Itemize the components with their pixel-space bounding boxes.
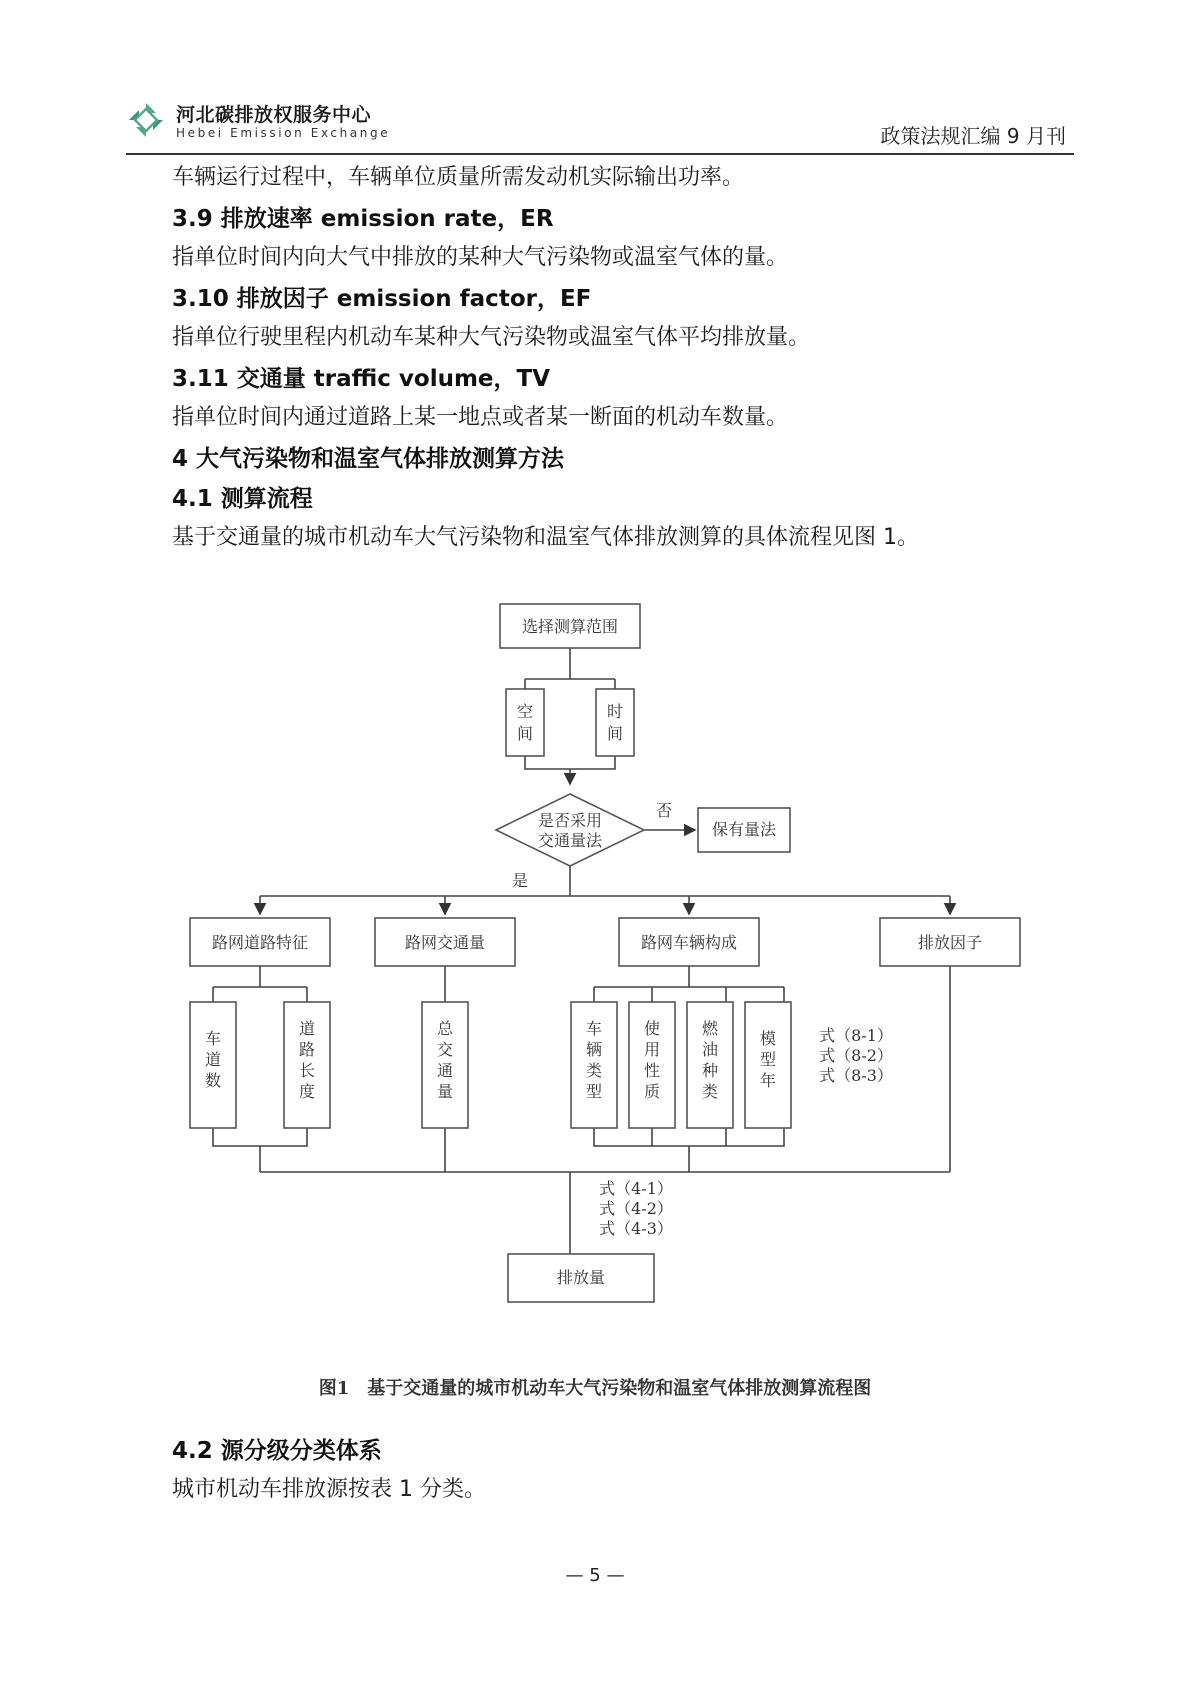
- road-length-char-2: 路: [298, 1040, 316, 1059]
- road-length-char-3: 长: [298, 1061, 316, 1080]
- emission-factor-label: 排放因子: [917, 933, 983, 952]
- header-divider: [126, 153, 1074, 155]
- org-name-en: Hebei Emission Exchange: [176, 126, 391, 140]
- road-features-label: 路网道路特征: [211, 933, 309, 952]
- formula-4-3: 式（4-3）: [599, 1219, 673, 1238]
- time-label-1: 时: [606, 702, 624, 721]
- time-box: [596, 689, 634, 756]
- select-range-label: 选择测算范围: [521, 617, 619, 636]
- heading-4-1: 4.1 测算流程: [172, 486, 313, 512]
- org-name-cn: 河北碳排放权服务中心: [176, 104, 372, 126]
- fuel-type-char-3: 种: [701, 1061, 719, 1080]
- model-year-char-1: 模: [759, 1029, 777, 1048]
- publication-title: 政策法规汇编 9 月刊: [880, 124, 1066, 148]
- vehicle-type-char-3: 类: [585, 1061, 603, 1080]
- yes-label: 是: [511, 871, 529, 890]
- flowchart-diagram: [170, 594, 1040, 1354]
- decision-diamond: [496, 794, 644, 866]
- lanes-char-1: 车: [204, 1029, 222, 1048]
- road-length-char-1: 道: [298, 1019, 316, 1038]
- space-box: [506, 689, 544, 756]
- vehicle-type-char-1: 车: [585, 1019, 603, 1038]
- page-header: [126, 96, 1074, 156]
- decision-label-2: 交通量法: [537, 831, 603, 850]
- fuel-type-char-4: 类: [701, 1082, 719, 1101]
- time-label-2: 间: [606, 724, 624, 743]
- alt-method-label: 保有量法: [711, 820, 777, 839]
- figure-caption: 图1 基于交通量的城市机动车大气污染物和温室气体排放测算流程图: [318, 1378, 872, 1399]
- paragraph-3-10: 指单位行驶里程内机动车某种大气污染物或温室气体平均排放量。: [172, 325, 811, 350]
- total-traffic-char-3: 通: [436, 1061, 454, 1080]
- heading-3-10: 3.10 排放因子 emission factor，EF: [172, 286, 592, 312]
- paragraph-4-2: 城市机动车排放源按表 1 分类。: [172, 1477, 486, 1502]
- fuel-type-char-1: 燃: [701, 1019, 719, 1038]
- traffic-volume-label: 路网交通量: [404, 933, 486, 952]
- vehicle-type-char-2: 辆: [585, 1040, 603, 1059]
- page-number: — 5 —: [565, 1565, 625, 1586]
- formula-8-3: 式（8-3）: [819, 1066, 893, 1085]
- vehicle-composition-label: 路网车辆构成: [640, 933, 738, 952]
- flowchart-figure: [170, 594, 1040, 1354]
- usage-nature-char-1: 使: [643, 1019, 661, 1038]
- heading-4: 4 大气污染物和温室气体排放测算方法: [172, 446, 565, 472]
- heading-4-2: 4.2 源分级分类体系: [172, 1438, 382, 1464]
- road-length-char-4: 度: [298, 1082, 316, 1101]
- formula-8-1: 式（8-1）: [819, 1026, 893, 1045]
- total-traffic-char-4: 量: [436, 1082, 454, 1101]
- usage-nature-char-2: 用: [643, 1040, 661, 1059]
- usage-nature-char-3: 性: [643, 1061, 661, 1080]
- paragraph-3-11: 指单位时间内通过道路上某一地点或者某一断面的机动车数量。: [172, 405, 789, 430]
- usage-nature-char-4: 质: [643, 1082, 661, 1101]
- total-traffic-char-2: 交: [436, 1040, 454, 1059]
- decision-label-1: 是否采用: [537, 811, 603, 830]
- emissions-label: 排放量: [556, 1268, 606, 1287]
- heading-3-11: 3.11 交通量 traffic volume，TV: [172, 366, 551, 392]
- org-logo-icon: [126, 100, 166, 140]
- space-label-1: 空: [516, 702, 534, 721]
- lanes-char-2: 道: [204, 1050, 222, 1069]
- lanes-char-3: 数: [204, 1071, 222, 1090]
- formula-4-1: 式（4-1）: [599, 1179, 673, 1198]
- model-year-char-2: 型: [759, 1050, 777, 1069]
- total-traffic-char-1: 总: [436, 1019, 454, 1038]
- no-label: 否: [655, 801, 673, 820]
- formula-4-2: 式（4-2）: [599, 1199, 673, 1218]
- model-year-char-3: 年: [759, 1071, 777, 1090]
- vehicle-type-char-4: 型: [585, 1082, 603, 1101]
- space-label-2: 间: [516, 724, 534, 743]
- paragraph-4-1: 基于交通量的城市机动车大气污染物和温室气体排放测算的具体流程见图 1。: [172, 525, 919, 550]
- heading-3-9: 3.9 排放速率 emission rate，ER: [172, 206, 554, 232]
- paragraph-3-9: 指单位时间内向大气中排放的某种大气污染物或温室气体的量。: [172, 245, 789, 270]
- paragraph-intro: 车辆运行过程中，车辆单位质量所需发动机实际输出功率。: [172, 165, 745, 190]
- formula-8-2: 式（8-2）: [819, 1046, 893, 1065]
- fuel-type-char-2: 油: [701, 1040, 719, 1059]
